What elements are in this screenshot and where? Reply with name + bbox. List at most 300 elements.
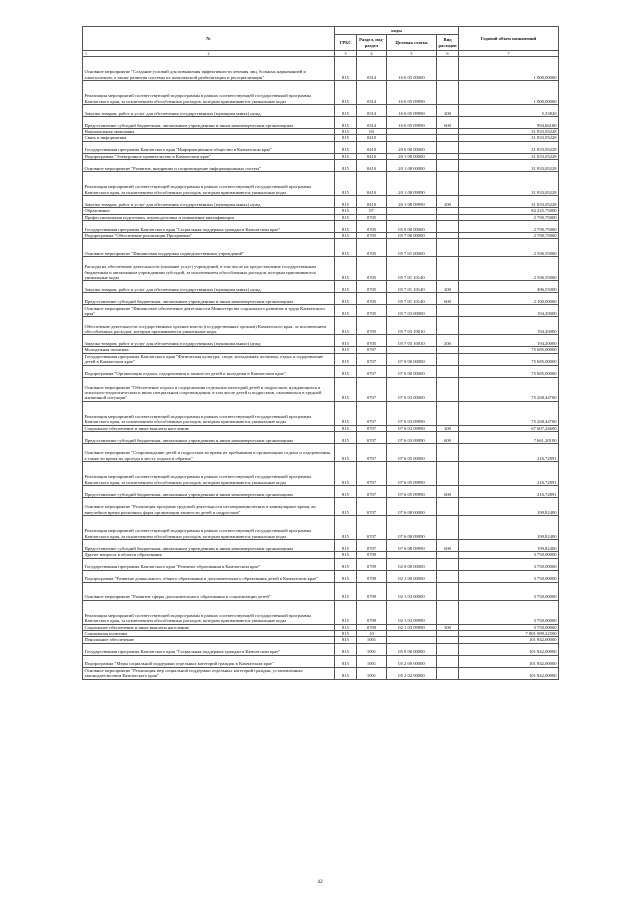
- row-sum-cell: 1 000,00000: [459, 81, 559, 105]
- row-target-cell: 20 1 08 00000: [387, 160, 437, 172]
- row-sum-cell: 31 833,05228: [459, 135, 559, 141]
- row-target-cell: 02 1 00 00000: [387, 570, 437, 582]
- row-name-cell: Реализация мероприятий соответствующей подпрограммы в рамках соответствующей государственной программы Камчатского края, за исключением обособленных расходов, которым присваиваются уникальные коды: [83, 172, 335, 196]
- row-grbs-cell: 815: [335, 582, 357, 600]
- row-name-cell: Обеспечение деятельности государственных органов власти (государственных органов) Камчатского края, за исключением обособленных расходов, которым присваиваются уникальные коды: [83, 317, 335, 335]
- row-grbs-cell: 815: [335, 293, 357, 305]
- row-section-cell: 0709: [357, 582, 387, 600]
- row-name-cell: Подпрограмма "Организация отдыха, оздоровления и занятости детей и молодежи в Камчатском крае": [83, 365, 335, 377]
- row-exp-type-cell: [437, 353, 459, 365]
- row-exp-type-cell: [437, 81, 459, 105]
- row-name-cell: Основное мероприятие "Развитие, внедрение и сопровождение информационных систем": [83, 160, 335, 172]
- row-name-cell: Предоставление субсидий бюджетным, автономным учреждениям и иным некоммерческим организациям: [83, 117, 335, 129]
- row-target-cell: 07 6 00 00000: [387, 365, 437, 377]
- row-section-cell: 0707: [357, 498, 387, 516]
- row-target-cell: 07 6 08 09990: [387, 540, 437, 552]
- row-grbs-cell: 815: [335, 631, 357, 637]
- row-name-cell: Государственная программа Камчатского края "Социальная поддержка граждан в Камчатском крае": [83, 643, 335, 655]
- row-name-cell: Основное мероприятие "Финансовая поддержка подведомственных учреждений": [83, 239, 335, 257]
- row-exp-type-cell: [437, 582, 459, 600]
- row-target-cell: 07 6 08 09990: [387, 516, 437, 540]
- row-exp-type-cell: [437, 667, 459, 679]
- row-grbs-cell: 815: [335, 221, 357, 233]
- row-grbs-cell: 815: [335, 196, 357, 208]
- table-row: [83, 221, 559, 233]
- row-name-cell: Основное мероприятие "Реализация мер социальной поддержки отдельных категорий граждан, установленных законодательством Камчатского края": [83, 667, 335, 679]
- row-grbs-cell: 815: [335, 600, 357, 624]
- row-grbs-cell: 815: [335, 208, 357, 214]
- row-name-cell: Закупка товаров, работ и услуг для обеспечения государственных (муниципальных) нужд: [83, 281, 335, 293]
- table-row: [83, 486, 559, 498]
- row-grbs-cell: 815: [335, 444, 357, 462]
- row-exp-type-cell: [437, 377, 459, 401]
- row-name-cell: Реализация мероприятий соответствующей подпрограммы в рамках соответствующей государственной программы Камчатского края, за исключением обособленных расходов, которым присваиваются уникальные коды: [83, 600, 335, 624]
- row-grbs-cell: 815: [335, 516, 357, 540]
- row-sum-cell: 101 842,00000: [459, 637, 559, 643]
- row-sum-cell: 3 750,00000: [459, 570, 559, 582]
- table-row: [83, 643, 559, 655]
- table-row: [83, 293, 559, 305]
- row-sum-cell: 2 596,55000: [459, 239, 559, 257]
- row-target-cell: 05 7 01 10140: [387, 281, 437, 293]
- table-row: [83, 558, 559, 570]
- row-grbs-cell: 815: [335, 377, 357, 401]
- col-index-5: 5: [387, 51, 437, 57]
- row-exp-type-cell: [437, 600, 459, 624]
- row-section-cell: 0707: [357, 347, 387, 353]
- row-grbs-cell: 815: [335, 667, 357, 679]
- row-section-cell: 1001: [357, 655, 387, 667]
- row-name-cell: Образование: [83, 208, 335, 214]
- row-section-cell: 0705: [357, 305, 387, 317]
- table-row: [83, 540, 559, 552]
- row-section-cell: 0410: [357, 172, 387, 196]
- row-name-cell: Реализация мероприятий соответствующей подпрограммы в рамках соответствующей государственной программы Камчатского края, за исключением обособленных расходов, которым присваиваются уникальные коды: [83, 401, 335, 425]
- table-row: [83, 377, 559, 401]
- row-sum-cell: 31 833,05228: [459, 153, 559, 159]
- row-section-cell: 0707: [357, 432, 387, 444]
- table-row: [83, 172, 559, 196]
- row-name-cell: Социальное обеспечение и иные выплаты населению: [83, 425, 335, 431]
- row-exp-type-cell: [437, 317, 459, 335]
- col-index-2: 2: [207, 51, 210, 56]
- row-sum-cell: 31 833,05228: [459, 196, 559, 208]
- table-row: [83, 516, 559, 540]
- row-sum-cell: 31 833,05228: [459, 160, 559, 172]
- row-grbs-cell: 815: [335, 432, 357, 444]
- col-index-4: 4: [357, 51, 387, 57]
- row-target-cell: 16 6 05 09990: [387, 81, 437, 105]
- row-section-cell: 0314: [357, 81, 387, 105]
- row-sum-cell: 994,66180: [459, 117, 559, 129]
- row-target-cell: 07 6 03 00000: [387, 377, 437, 401]
- row-name-cell: Предоставление субсидий бюджетным, автономным учреждениям и иным некоммерческим организациям: [83, 293, 335, 305]
- row-grbs-cell: 815: [335, 239, 357, 257]
- col-header-section: Раздел, под-раздел: [357, 35, 387, 51]
- row-section-cell: 0709: [357, 624, 387, 630]
- row-sum-cell: 82 225,75000: [459, 208, 559, 214]
- row-target-cell: 07 6 05 00000: [387, 444, 437, 462]
- row-exp-type-cell: [437, 305, 459, 317]
- row-name-cell: Основное мероприятие "Финансовое обеспечение деятельности Министерства социального развития и труда Камчатского края": [83, 305, 335, 317]
- row-grbs-cell: 815: [335, 105, 357, 117]
- row-sum-cell: 1 000,00000: [459, 57, 559, 81]
- row-section-cell: 0707: [357, 486, 387, 498]
- row-exp-type-cell: 300: [437, 624, 459, 630]
- row-grbs-cell: 815: [335, 558, 357, 570]
- row-sum-cell: 216,72891: [459, 444, 559, 462]
- row-exp-type-cell: 200: [437, 281, 459, 293]
- row-target-cell: 07 6 03 09990: [387, 425, 437, 431]
- row-section-cell: 0707: [357, 425, 387, 431]
- row-name-cell: Основное мероприятие "Обеспечение отдыха и оздоровления отдельных категорий детей и подростков, нуждающихся в психолого-педагогическом и ином специальном сопровождении, в том числе детей и подростков, оказавшихся в трудной жизненной ситуации": [83, 377, 335, 401]
- row-grbs-cell: 815: [335, 643, 357, 655]
- row-sum-cell: 3 750,00000: [459, 582, 559, 600]
- row-grbs-cell: 815: [335, 153, 357, 159]
- row-section-cell: 0707: [357, 516, 387, 540]
- row-sum-cell: 5,33820: [459, 105, 559, 117]
- row-sum-cell: 2 100,00000: [459, 293, 559, 305]
- row-grbs-cell: 815: [335, 365, 357, 377]
- row-target-cell: 05 7 03 10010: [387, 317, 437, 335]
- row-target-cell: 05 7 03 00000: [387, 305, 437, 317]
- row-section-cell: 0314: [357, 57, 387, 81]
- row-name-cell: Пенсионное обеспечение: [83, 637, 335, 643]
- table-row: [83, 444, 559, 462]
- table-row: [83, 257, 559, 281]
- row-sum-cell: 31 833,05228: [459, 141, 559, 153]
- row-name-cell: Реализация мероприятий соответствующей подпрограммы в рамках соответствующей государственной программы Камчатского края, за исключением обособленных расходов, которым присваиваются уникальные коды: [83, 81, 335, 105]
- row-name-cell: Социальное обеспечение и иные выплаты населению: [83, 624, 335, 630]
- row-exp-type-cell: 200: [437, 196, 459, 208]
- row-name-cell: Реализация мероприятий соответствующей подпрограммы в рамках соответствующей государственной программы Камчатского края, за исключением обособленных расходов, которым присваиваются уникальные коды: [83, 462, 335, 486]
- row-section-cell: 0705: [357, 239, 387, 257]
- row-target-cell: 05 7 01 00000: [387, 239, 437, 257]
- table-row: [83, 498, 559, 516]
- budget-document: [82, 26, 558, 680]
- row-name-cell: Подпрограмма "Меры социальной поддержки отдельных категорий граждан в Камчатском крае": [83, 655, 335, 667]
- row-exp-type-cell: 600: [437, 486, 459, 498]
- page-number: 42: [317, 879, 323, 885]
- table-row: [83, 582, 559, 600]
- row-target-cell: 05 7 01 10140: [387, 293, 437, 305]
- row-name-cell: Предоставление субсидий бюджетным, автономным учреждениям и иным некоммерческим организациям: [83, 486, 335, 498]
- row-section-cell: 0705: [357, 317, 387, 335]
- row-sum-cell: 75 685,00000: [459, 353, 559, 365]
- row-target-cell: 07 6 08 00000: [387, 498, 437, 516]
- row-sum-cell: 3 750,00000: [459, 600, 559, 624]
- row-grbs-cell: 815: [335, 353, 357, 365]
- row-sum-cell: 199,82400: [459, 516, 559, 540]
- col-header-grbs: ГРБС: [335, 35, 357, 51]
- table-row: [83, 281, 559, 293]
- row-sum-cell: 216,72891: [459, 462, 559, 486]
- table-row: [83, 353, 559, 365]
- row-sum-cell: 216,72891: [459, 486, 559, 498]
- row-sum-cell: 7 801 089,22500: [459, 631, 559, 637]
- row-target-cell: 05 0 00 00000: [387, 643, 437, 655]
- row-name-cell: Подпрограмма "Электронное правительство в Камчатском крае": [83, 153, 335, 159]
- row-grbs-cell: 815: [335, 305, 357, 317]
- row-name-cell: Закупка товаров, работ и услуг для обеспечения государственных (муниципальных) нужд: [83, 105, 335, 117]
- row-sum-cell: 194,20000: [459, 335, 559, 347]
- table-body: [83, 57, 559, 680]
- table-row: [83, 462, 559, 486]
- row-section-cell: 0410: [357, 135, 387, 141]
- row-exp-type-cell: 200: [437, 105, 459, 117]
- row-grbs-cell: 815: [335, 401, 357, 425]
- row-grbs-cell: 815: [335, 257, 357, 281]
- row-target-cell: 02 1 03 09990: [387, 624, 437, 630]
- row-grbs-cell: 815: [335, 655, 357, 667]
- col-index-3: 3: [335, 51, 357, 57]
- row-name-cell: Основное мероприятие "Развитие сферы дополнительного образования и социализации детей": [83, 582, 335, 600]
- col-index-6: 6: [437, 51, 459, 57]
- row-exp-type-cell: [437, 498, 459, 516]
- row-grbs-cell: 815: [335, 233, 357, 239]
- row-target-cell: 20 1 08 09990: [387, 172, 437, 196]
- budget-table: [82, 26, 559, 680]
- row-section-cell: 0705: [357, 281, 387, 293]
- row-exp-type-cell: [437, 365, 459, 377]
- row-grbs-cell: 815: [335, 317, 357, 335]
- row-sum-cell: 199,82400: [459, 540, 559, 552]
- row-sum-cell: 67 607,24600: [459, 425, 559, 431]
- row-sum-cell: 75 685,00000: [459, 365, 559, 377]
- row-target-cell: 02 1 03 00000: [387, 582, 437, 600]
- row-sum-cell: 3 750,00000: [459, 624, 559, 630]
- row-exp-type-cell: [437, 57, 459, 81]
- col-header-codes: коды: [335, 27, 459, 35]
- row-section-cell: 0709: [357, 600, 387, 624]
- row-name-cell: Предоставление субсидий бюджетным, автономным учреждениям и иным некоммерческим организациям: [83, 432, 335, 444]
- row-target-cell: 07 6 05 09990: [387, 462, 437, 486]
- row-section-cell: 04: [357, 129, 387, 135]
- row-section-cell: 0707: [357, 540, 387, 552]
- table-row: [83, 600, 559, 624]
- table-row: [83, 141, 559, 153]
- row-grbs-cell: 815: [335, 141, 357, 153]
- row-exp-type-cell: 600: [437, 117, 459, 129]
- row-grbs-cell: 815: [335, 552, 357, 558]
- row-grbs-cell: 815: [335, 335, 357, 347]
- row-name-cell: Государственная программа Камчатского края "Информационное общество в Камчатском крае": [83, 141, 335, 153]
- row-sum-cell: 2 596,55000: [459, 257, 559, 281]
- row-section-cell: 0410: [357, 160, 387, 172]
- row-section-cell: 0314: [357, 105, 387, 117]
- row-target-cell: 07 6 05 09990: [387, 486, 437, 498]
- row-section-cell: 0705: [357, 335, 387, 347]
- row-sum-cell: 7 661,20100: [459, 432, 559, 444]
- row-section-cell: 0707: [357, 365, 387, 377]
- row-section-cell: 0410: [357, 153, 387, 159]
- row-sum-cell: 3 750,00000: [459, 552, 559, 558]
- table-row: [83, 160, 559, 172]
- row-grbs-cell: 815: [335, 135, 357, 141]
- row-grbs-cell: 815: [335, 637, 357, 643]
- table-row: [83, 401, 559, 425]
- row-target-cell: 07 6 03 09990: [387, 401, 437, 425]
- row-name-cell: Связь и информатика: [83, 135, 335, 141]
- col-header-annual: Годовой объем назначений: [459, 27, 559, 51]
- row-name-cell: Основное мероприятие "Создание условий для повышения эффективности лечения лиц, больных наркоманией и алкоголизмом, а также развития системы их комплексной реабилитации и ресоциализации": [83, 57, 335, 81]
- row-exp-type-cell: [437, 655, 459, 667]
- col-index-cell: [83, 51, 335, 57]
- row-section-cell: 0707: [357, 462, 387, 486]
- row-sum-cell: 194,20000: [459, 305, 559, 317]
- row-name-cell: Подпрограмма "Развитие дошкольного, общего образования и дополнительного образования детей в Камчатском крае": [83, 570, 335, 582]
- row-grbs-cell: 815: [335, 160, 357, 172]
- row-section-cell: 0707: [357, 353, 387, 365]
- row-name-cell: Государственная программа Камчатского края "Развитие образования в Камчатском крае": [83, 558, 335, 570]
- row-name-cell: Национальная экономика: [83, 129, 335, 135]
- col-header-target: Целевая статья: [387, 35, 437, 51]
- row-grbs-cell: 815: [335, 462, 357, 486]
- row-name-cell: Государственная программа Камчатского края "Физическая культура, спорт, молодежная политика, отдых и оздоровление детей в Камчатском крае": [83, 353, 335, 365]
- table-row: [83, 81, 559, 105]
- row-section-cell: 10: [357, 631, 387, 637]
- row-grbs-cell: 815: [335, 57, 357, 81]
- row-name-cell: Реализация мероприятий соответствующей подпрограммы в рамках соответствующей государственной программы Камчатского края, за исключением обособленных расходов, которым присваиваются уникальные коды: [83, 516, 335, 540]
- row-exp-type-cell: [437, 462, 459, 486]
- row-target-cell: 07 0 00 00000: [387, 353, 437, 365]
- row-target-cell: 02 1 03 09990: [387, 600, 437, 624]
- row-name-cell: Профессиональная подготовка, переподготовка и повышение квалификации: [83, 214, 335, 220]
- table-row: [83, 196, 559, 208]
- table-row: [83, 317, 559, 335]
- row-target-cell: 02 0 00 00000: [387, 558, 437, 570]
- row-grbs-cell: 815: [335, 425, 357, 431]
- row-name-cell: Молодежная политика: [83, 347, 335, 353]
- table-row: [83, 105, 559, 117]
- row-target-cell: 07 6 03 09990: [387, 432, 437, 444]
- row-sum-cell: 75 268,44700: [459, 377, 559, 401]
- row-name-cell: Предоставление субсидий бюджетным, автономным учреждениям и иным некоммерческим организациям: [83, 540, 335, 552]
- row-sum-cell: 2 790,75000: [459, 214, 559, 220]
- row-target-cell: 05 7 03 10010: [387, 335, 437, 347]
- row-exp-type-cell: [437, 221, 459, 233]
- row-grbs-cell: 815: [335, 214, 357, 220]
- row-exp-type-cell: [437, 516, 459, 540]
- col-index-7: 7: [459, 51, 559, 57]
- row-name-cell: Закупка товаров, работ и услуг для обеспечения государственных (муниципальных) нужд: [83, 335, 335, 347]
- row-name-cell: Государственная программа Камчатского края "Социальная поддержка граждан в Камчатском крае": [83, 221, 335, 233]
- row-target-cell: 16 6 05 09990: [387, 105, 437, 117]
- row-grbs-cell: 815: [335, 117, 357, 129]
- table-row: [83, 655, 559, 667]
- row-section-cell: 0705: [357, 214, 387, 220]
- row-target-cell: 05 0 00 00000: [387, 221, 437, 233]
- row-exp-type-cell: [437, 570, 459, 582]
- row-section-cell: 0707: [357, 401, 387, 425]
- row-exp-type-cell: [437, 172, 459, 196]
- row-name-cell: Подпрограмма "Обеспечение реализации Программы": [83, 233, 335, 239]
- row-section-cell: 0707: [357, 444, 387, 462]
- table-row: [83, 365, 559, 377]
- row-section-cell: 0410: [357, 141, 387, 153]
- row-exp-type-cell: 600: [437, 432, 459, 444]
- row-target-cell: 16 6 05 09990: [387, 117, 437, 129]
- row-exp-type-cell: [437, 257, 459, 281]
- row-name-cell: Закупка товаров, работ и услуг для обеспечения государственных (муниципальных) нужд: [83, 196, 335, 208]
- table-row: [83, 335, 559, 347]
- row-sum-cell: 75 268,44700: [459, 401, 559, 425]
- row-section-cell: 0709: [357, 558, 387, 570]
- row-grbs-cell: 815: [335, 281, 357, 293]
- row-name-cell: Основное мероприятие "Сопровождение детей и подростков во время их пребывания в организациях отдыха и оздоровления, а также во время их проезда к месту отдыха и обратно": [83, 444, 335, 462]
- row-sum-cell: 75 685,00000: [459, 347, 559, 353]
- row-section-cell: 0705: [357, 233, 387, 239]
- row-grbs-cell: 815: [335, 486, 357, 498]
- row-exp-type-cell: [437, 643, 459, 655]
- row-sum-cell: 101 842,00000: [459, 655, 559, 667]
- row-sum-cell: 199,82400: [459, 498, 559, 516]
- row-grbs-cell: 815: [335, 81, 357, 105]
- row-grbs-cell: 815: [335, 498, 357, 516]
- row-grbs-cell: 815: [335, 347, 357, 353]
- table-row: [83, 305, 559, 317]
- row-exp-type-cell: 300: [437, 425, 459, 431]
- row-name-cell: Социальная политика: [83, 631, 335, 637]
- row-section-cell: 0707: [357, 377, 387, 401]
- row-section-cell: 0314: [357, 117, 387, 129]
- row-exp-type-cell: [437, 160, 459, 172]
- row-grbs-cell: 815: [335, 540, 357, 552]
- table-row: [83, 570, 559, 582]
- row-sum-cell: 101 842,00000: [459, 667, 559, 679]
- row-target-cell: 05 2 00 00000: [387, 655, 437, 667]
- row-sum-cell: 101 842,00000: [459, 643, 559, 655]
- row-target-cell: 05 2 02 00000: [387, 667, 437, 679]
- row-target-cell: 05 7 01 10140: [387, 257, 437, 281]
- row-section-cell: 0709: [357, 552, 387, 558]
- row-grbs-cell: 815: [335, 172, 357, 196]
- row-section-cell: 1001: [357, 667, 387, 679]
- row-sum-cell: 31 833,05228: [459, 129, 559, 135]
- table-row: [83, 432, 559, 444]
- table-row: [83, 57, 559, 81]
- row-target-cell: 05 7 00 00000: [387, 233, 437, 239]
- row-name-cell: Основное мероприятие "Реализация программ трудовой деятельности несовершеннолетних в каникулярное время, во внеучебное время различных форм организации занятости детей и подростков": [83, 498, 335, 516]
- row-grbs-cell: 815: [335, 570, 357, 582]
- row-exp-type-cell: [437, 558, 459, 570]
- row-name-cell: Другие вопросы в области образования: [83, 552, 335, 558]
- table-row: [83, 239, 559, 257]
- col-header-exp-type: Вид расходов: [437, 35, 459, 51]
- row-section-cell: 1001: [357, 637, 387, 643]
- row-exp-type-cell: [437, 444, 459, 462]
- row-section-cell: 0709: [357, 570, 387, 582]
- row-section-cell: 07: [357, 208, 387, 214]
- row-grbs-cell: 815: [335, 624, 357, 630]
- row-name-cell: Расходы на обеспечение деятельности (оказание услуг) учреждений, в том числе на предоставление государственным бюджетным и автономным учреждениям субсидий, за исключением обособленных расходов, которым присваиваются уникальные коды: [83, 257, 335, 281]
- row-target-cell: 20 1 08 09990: [387, 196, 437, 208]
- row-section-cell: 0705: [357, 221, 387, 233]
- row-exp-type-cell: 200: [437, 335, 459, 347]
- row-section-cell: 0705: [357, 293, 387, 305]
- row-target-cell: 20 1 00 00000: [387, 153, 437, 159]
- row-sum-cell: 3 750,00000: [459, 558, 559, 570]
- row-exp-type-cell: [437, 239, 459, 257]
- row-sum-cell: 2 790,75000: [459, 233, 559, 239]
- row-sum-cell: 194,20000: [459, 317, 559, 335]
- table-row: [83, 667, 559, 679]
- row-exp-type-cell: [437, 141, 459, 153]
- row-grbs-cell: 815: [335, 129, 357, 135]
- row-sum-cell: 31 833,05228: [459, 172, 559, 196]
- row-section-cell: 1001: [357, 643, 387, 655]
- row-sum-cell: 2 790,75000: [459, 221, 559, 233]
